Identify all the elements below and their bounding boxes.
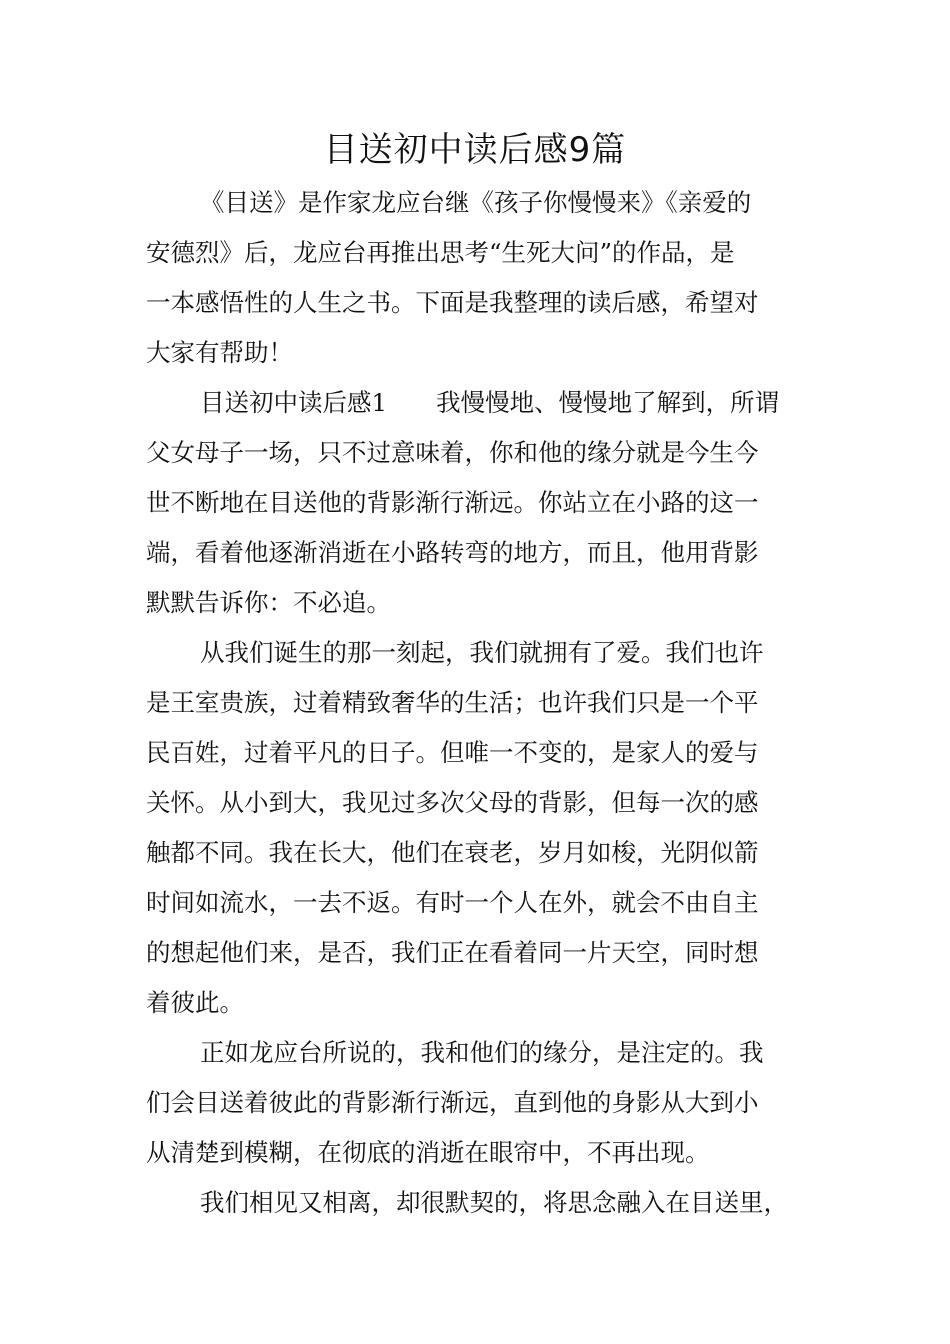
text-line: 时间如流水，一去不返。有时一个人在外，就会不由自主 xyxy=(146,888,759,917)
text-line: 端，看着他逐渐消逝在小路转弯的地方，而且，他用背影 xyxy=(146,538,759,567)
text-line: 一本感悟性的人生之书。下面是我整理的读后感，希望对 xyxy=(146,288,759,317)
text-line: 安德烈》后，龙应台再推出思考“生死大问”的作品，是 xyxy=(146,238,735,267)
text-line: 默默告诉你：不必追。 xyxy=(146,588,391,617)
document-body xyxy=(146,178,806,1228)
text-line: 触都不同。我在长大，他们在衰老，岁月如梭，光阴似箭 xyxy=(146,838,759,867)
text-line: 父女母子一场，只不过意味着，你和他的缘分就是今生今 xyxy=(146,438,759,467)
text-line: 世不断地在目送他的背影渐行渐远。你站立在小路的这一 xyxy=(146,488,759,517)
text-line: 着彼此。 xyxy=(146,988,244,1017)
text-line: 关怀。从小到大，我见过多次父母的背影，但每一次的感 xyxy=(146,788,759,817)
text-line: 《目送》是作家龙应台继《孩子你慢慢来》《亲爱的 xyxy=(200,188,752,217)
document-title: 目送初中读后感9篇 xyxy=(323,130,627,170)
text-line: 是王室贵族，过着精致奢华的生活；也许我们只是一个平 xyxy=(146,688,759,717)
text-line: 我们相见又相离，却很默契的，将思念融入在目送里， xyxy=(200,1188,788,1217)
text-line: 目送初中读后感1 我慢慢地、慢慢地了解到，所谓 xyxy=(200,388,780,417)
text-line: 的想起他们来，是否，我们正在看着同一片天空，同时想 xyxy=(146,938,759,967)
text-line: 正如龙应台所说的，我和他们的缘分，是注定的。我 xyxy=(200,1038,764,1067)
text-line: 从清楚到模糊，在彻底的消逝在眼帘中，不再出现。 xyxy=(146,1138,710,1167)
text-line: 们会目送着彼此的背影渐行渐远，直到他的身影从大到小 xyxy=(146,1088,759,1117)
text-line: 从我们诞生的那一刻起，我们就拥有了爱。我们也许 xyxy=(200,638,764,667)
text-line: 民百姓，过着平凡的日子。但唯一不变的，是家人的爱与 xyxy=(146,738,759,767)
text-line: 大家有帮助！ xyxy=(146,338,293,367)
